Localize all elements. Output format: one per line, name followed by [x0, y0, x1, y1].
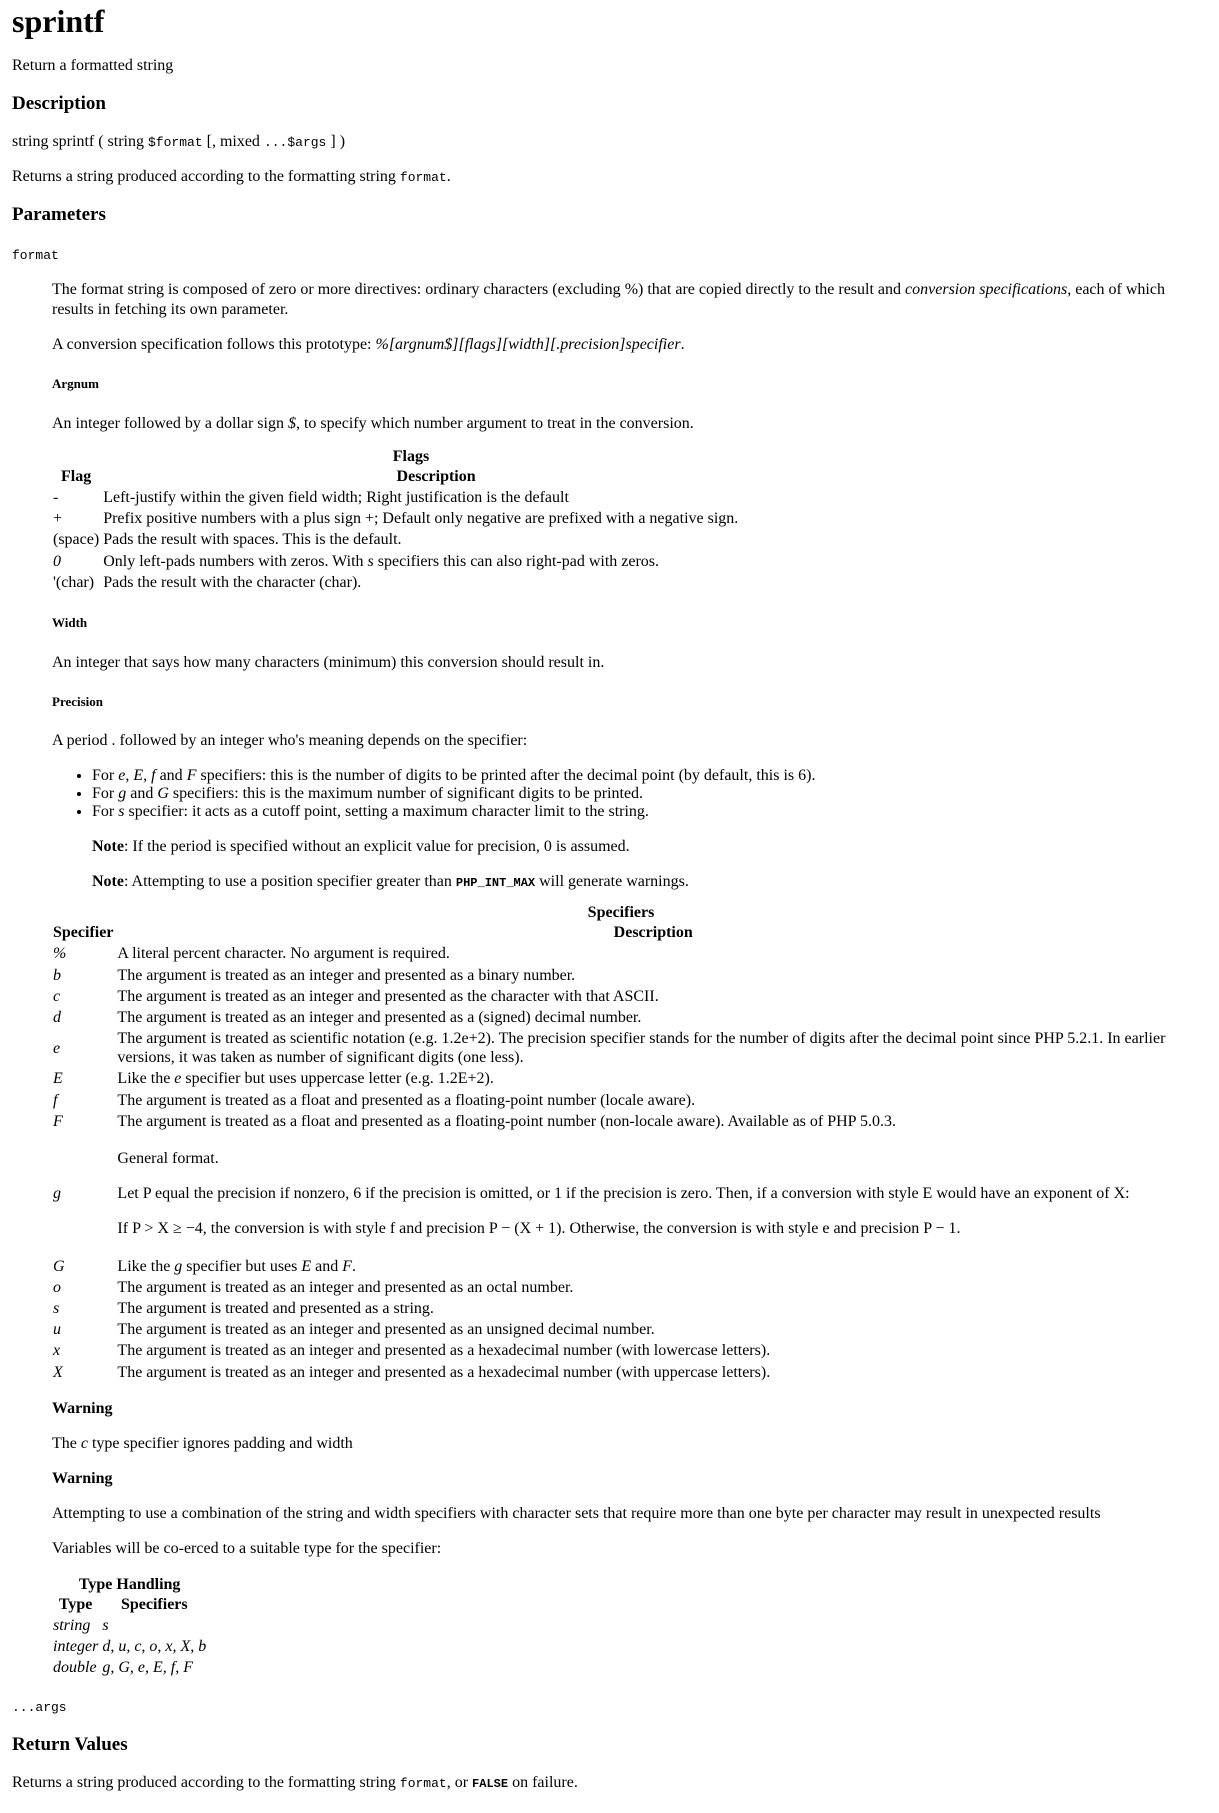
spec-desc: The argument is treated as an integer and presented as a binary number.	[117, 966, 576, 984]
spec-cell: b	[53, 966, 61, 984]
spec-cell: u	[53, 1321, 61, 1339]
flag-desc: Pads the result with the character (char).	[103, 573, 362, 591]
spec-cell: G	[53, 1257, 65, 1275]
table-row	[51, 1111, 1191, 1132]
type-specs: d, u, c, o, x, X, b	[102, 1638, 207, 1656]
table-row	[51, 1068, 1191, 1089]
type-cell: double	[53, 1659, 97, 1677]
list-item: • For e, E, f and F specifiers: this is the number of digits to be printed after the decimal point (by default, this is 6).	[92, 767, 1207, 785]
spec-desc: The argument is treated as an integer and presented as a (signed) decimal number.	[117, 1008, 642, 1026]
spec-desc: The argument is treated and presented as a string.	[117, 1299, 434, 1317]
table-row	[51, 1636, 208, 1657]
spec-cell: c	[53, 987, 61, 1005]
specifiers-caption: Specifiers	[587, 903, 655, 921]
specifiers-table	[51, 903, 1191, 1383]
argnum-heading: Argnum	[52, 375, 99, 391]
table-row	[51, 1256, 1191, 1277]
spec-cell: f	[53, 1091, 58, 1109]
list-item: • For s specifier: it acts as a cutoff point, setting a maximum character limit to the string.	[92, 803, 1207, 821]
type-specs: g, G, e, E, f, F	[102, 1659, 193, 1677]
warning-2-heading: Warning	[52, 1470, 113, 1488]
width-text: An integer that says how many characters (minimum) this conversion should result in.	[52, 653, 605, 671]
spec-cell: d	[53, 1008, 61, 1026]
warning-1-text: The c type specifier ignores padding and width	[52, 1434, 353, 1452]
table-row	[51, 965, 1191, 986]
param-format-name: format	[12, 248, 59, 264]
types-header-type: Type	[58, 1595, 93, 1613]
spec-cell: F	[53, 1112, 63, 1130]
warning-1-heading: Warning	[52, 1399, 113, 1417]
flag-cell: (space)	[53, 531, 100, 549]
table-row	[51, 1298, 1191, 1319]
table-row	[51, 1277, 1191, 1298]
flag-desc: Prefix positive numbers with a plus sign +; Default only negative are prefixed with a negative sign.	[103, 510, 739, 528]
spec-cell: o	[53, 1278, 61, 1296]
type-cell: string	[53, 1617, 91, 1634]
format-para-2: A conversion specification follows this prototype: %[argnum$][flags][width][.precision]specifier.	[52, 335, 685, 353]
specifiers-header-desc: Description	[613, 924, 693, 942]
table-row	[51, 943, 1191, 964]
description-text: Returns a string produced according to the formatting string format.	[12, 168, 451, 186]
spec-cell: g	[53, 1185, 61, 1203]
spec-cell: s	[53, 1299, 60, 1317]
spec-desc: The argument is treated as an integer and presented as the character with that ASCII.	[117, 987, 659, 1005]
page-title: sprintf	[12, 3, 105, 39]
warning-2-text: Attempting to use a combination of the string and width specifiers with character sets that require more than one byte per character may result in unexpected results	[52, 1505, 1101, 1523]
table-row	[51, 1007, 1191, 1028]
flags-header-flag: Flag	[60, 467, 92, 485]
purpose: Return a formatted string	[12, 57, 174, 74]
signature: string sprintf ( string $format [, mixed ...$args ] )	[12, 132, 346, 150]
table-row	[51, 1615, 208, 1636]
table-row	[51, 1028, 1191, 1068]
list-item: • For g and G specifiers: this is the maximum number of significant digits to be printed.	[92, 785, 1207, 803]
note-position: Note: Attempting to use a position specifier greater than PHP_INT_MAX will generate warnings.	[92, 872, 689, 890]
param-args-name: ...args	[12, 1699, 67, 1715]
spec-desc: Like the e specifier but uses uppercase letter (e.g. 1.2E+2).	[117, 1070, 494, 1088]
precision-list	[12, 767, 1207, 821]
table-row	[51, 1090, 1191, 1111]
parameters-heading: Parameters	[12, 204, 106, 226]
precision-heading: Precision	[52, 693, 104, 709]
table-row	[51, 551, 771, 572]
spec-desc: A literal percent character. No argument is required.	[117, 945, 450, 963]
description-heading: Description	[12, 93, 106, 115]
flag-cell: +	[53, 510, 63, 528]
spec-cell: X	[53, 1363, 63, 1381]
spec-cell: %	[53, 945, 67, 963]
flag-desc: Only left-pads numbers with zeros. With s specifiers this can also right-pad with zeros.	[103, 552, 660, 570]
spec-desc: The argument is treated as scientific notation (e.g. 1.2e+2). The precision specifier stands for the number of digits after the decimal point since PHP 5.2.1. In earlier versions, it was taken as number of significant digits (one less).	[117, 1030, 1166, 1067]
table-row	[51, 572, 771, 593]
width-heading: Width	[52, 615, 88, 630]
argnum-text: An integer followed by a dollar sign $, to specify which number argument to treat in the conversion.	[52, 414, 694, 432]
table-row	[51, 986, 1191, 1007]
spec-cell: e	[53, 1039, 61, 1057]
spec-desc: The argument is treated as an integer and presented as a hexadecimal number (with uppercase letters).	[117, 1363, 771, 1381]
note-period: Note: If the period is specified without an explicit value for precision, 0 is assumed.	[92, 837, 630, 855]
type-specs: s	[102, 1617, 109, 1634]
table-row	[51, 1657, 208, 1678]
specifiers-header-spec: Specifier	[53, 924, 114, 942]
type-cell: integer	[53, 1638, 99, 1656]
table-row	[51, 1340, 1191, 1361]
spec-desc: Like the g specifier but uses E and F.	[117, 1257, 357, 1275]
table-row	[51, 1132, 1191, 1256]
spec-desc: General format. Let P equal the precision if nonzero, 6 if the precision is omitted, or 1 if the precision is zero. Then, if a conversion with style E would have an exponent of X: If P > X ≥ −4, the conversion is with style f and precision P − (X + 1). Otherwise, the conversion is with style e and precision P − 1.	[117, 1150, 1130, 1238]
table-row	[51, 529, 771, 550]
table-row	[51, 1362, 1191, 1383]
flags-caption: Flags	[392, 447, 430, 465]
types-caption: Type Handling	[78, 1575, 181, 1593]
spec-desc: The argument is treated as an integer and presented as a hexadecimal number (with lowercase letters).	[117, 1342, 771, 1360]
flag-cell: 0	[53, 552, 61, 570]
format-para-1: The format string is composed of zero or more directives: ordinary characters (excluding %) that are copied directly to the result and conversion specifications, each of which results in fetching its own parameter.	[52, 281, 1165, 318]
types-header-spec: Specifiers	[120, 1595, 188, 1613]
spec-desc: The argument is treated as a float and presented as a floating-point number (locale aware).	[117, 1091, 696, 1109]
param-format-body	[52, 280, 1207, 432]
type-handling-table	[51, 1575, 208, 1679]
flag-cell: -	[53, 489, 59, 507]
flags-header-desc: Description	[396, 467, 476, 485]
table-row	[51, 508, 771, 529]
return-values-text: Returns a string produced according to the formatting string format, or FALSE on failure.	[12, 1773, 578, 1791]
precision-text: A period . followed by an integer who's meaning depends on the specifier:	[52, 732, 528, 750]
return-values-heading: Return Values	[12, 1733, 128, 1755]
flags-table	[51, 447, 771, 593]
spec-cell: E	[53, 1070, 63, 1088]
table-row	[51, 487, 771, 508]
flag-desc: Pads the result with spaces. This is the default.	[103, 531, 402, 549]
flag-desc: Left-justify within the given field width; Right justification is the default	[103, 489, 569, 507]
spec-desc: The argument is treated as an integer and presented as an unsigned decimal number.	[117, 1321, 655, 1339]
spec-cell: x	[53, 1342, 61, 1360]
flag-cell: '(char)	[53, 573, 95, 591]
coerce-text: Variables will be co-erced to a suitable type for the specifier:	[52, 1540, 442, 1558]
spec-desc: The argument is treated as a float and presented as a floating-point number (non-locale aware). Available as of PHP 5.0.3.	[117, 1112, 896, 1130]
spec-desc: The argument is treated as an integer and presented as an octal number.	[117, 1278, 574, 1296]
table-row	[51, 1319, 1191, 1340]
